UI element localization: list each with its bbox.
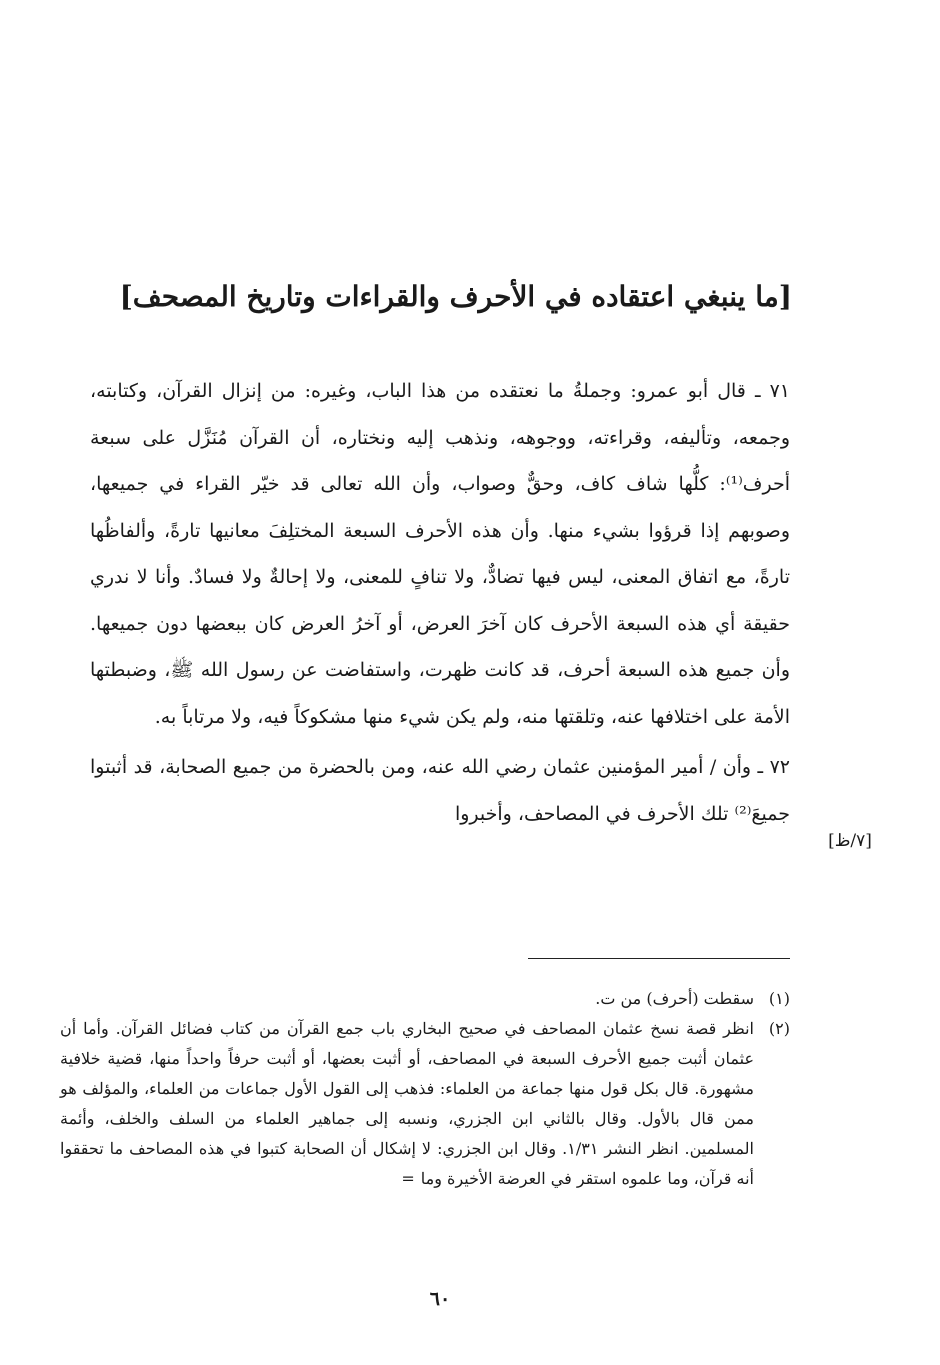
- manuscript-folio-marker: [٧/ظ]: [828, 831, 872, 851]
- footnote-1: [60, 984, 790, 1014]
- footnote-body: انظر قصة نسخ عثمان المصاحف في صحيح البخاري باب جمع القرآن من كتاب فضائل القرآن. وأما أن عثمان أثبت جميع الأحرف السبعة في المصاحف، أو أثبت بعضها، أو أثبت حرفاً واحداً منها، قضية خلافية مشهورة. قال بكل قول منها جماعة من العلماء: فذهب إلى القول الأول جماعات من العلماء، والمؤلف هو ممن قال بالأول. وقال بالثاني ابن الجزري، ونسبه إلى جماهير العلماء من السلف والخلف، وأئمة المسلمين. انظر النشر ١/٣١. وقال ابن الجزري: لا إشكال أن الصحابة كتبوا في هذه المصاحف ما تحققوا أنه قرآن، وما علموه استقر في العرضة الأخيرة وما: [60, 1019, 755, 1188]
- continuation-mark: =: [401, 1169, 415, 1188]
- paragraph-71: ٧١ ـ قال أبو عمرو: وجملةُ ما نعتقده من هذا الباب، وغيره: من إنزال القرآن، وكتابته، وجمعه، وتأليفه، وقراءته، ووجوهه، ونذهب إليه ونختاره، أن القرآن مُنَزَّل على سبعة أحرف⁽¹⁾: كلُّها شاف كاف، وحقٌّ وصواب، وأن الله تعالى قد خيّر القراء في جميعها، وصوبهم إذا قرؤوا بشيء منها. وأن هذه الأحرف السبعة المختلِفَ معانيها تارةً، وألفاظُها تارةً، مع اتفاق المعنى، ليس فيها تضادٌّ، ولا تنافٍ للمعنى، ولا إحالةٌ ولا فسادٌ. وأنا لا ندري حقيقة أي هذه السبعة الأحرف كان آخرَ العرض، أو آخرُ العرض كان ببعضها دون جميعها. وأن جميع هذه السبعة أحرف، قد كانت ظهرت، واستفاضت عن رسول الله ﷺ، وضبطتها الأمة على اختلافها عنه، وتلقتها منه، ولم يكن شيء منها مشكوكاً فيه، ولا مرتاباً به.: [90, 380, 790, 728]
- footnote-divider: [528, 958, 790, 959]
- section-heading: [ما ينبغي اعتقاده في الأحرف والقراءات وتاريخ المصحف]: [119, 280, 792, 313]
- footnote-2: [60, 1014, 790, 1194]
- page-number: ٦٠: [429, 1288, 451, 1310]
- footnote-number: (١): [768, 989, 790, 1008]
- footnote-text: [60, 1014, 754, 1194]
- paragraph-72: ٧٢ ـ وأن / أمير المؤمنين عثمان رضي الله عنه، ومن بالحضرة من جميع الصحابة، قد أثبتوا جميعَ⁽²⁾ تلك الأحرف في المصاحف، وأخبروا: [90, 756, 790, 825]
- footnote-number: (٢): [768, 1019, 790, 1038]
- main-text: [90, 368, 790, 837]
- footnote-text: سقطت (أحرف) من ت.: [595, 989, 754, 1008]
- footnotes: [60, 984, 790, 1194]
